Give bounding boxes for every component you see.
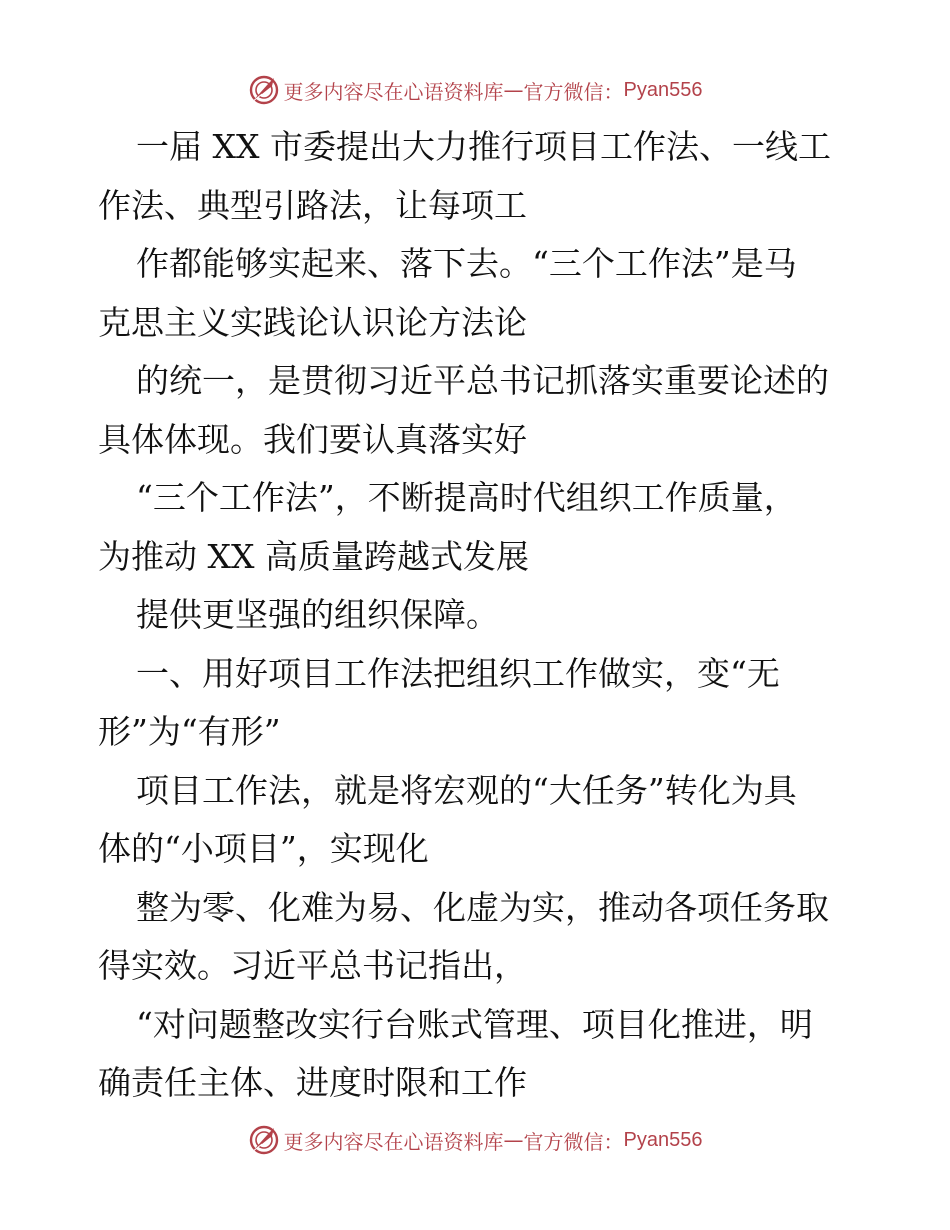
- text-line: “三个工作法”，不断提高时代组织工作质量，: [136, 478, 797, 517]
- text-line: 得实效。习近平总书记指出，: [98, 946, 527, 985]
- text-line: 确责任主体、进度时限和工作: [98, 1063, 527, 1102]
- text-line: 形”为“有形”: [98, 712, 281, 751]
- text-line: 体的“小项目”，实现化: [98, 829, 429, 868]
- text-line: 作法、典型引路法，让每项工: [98, 185, 527, 225]
- text-line: 的统一，是贯彻习近平总书记抓落实重要论述的: [136, 361, 829, 400]
- text-line: 项目工作法，就是将宏观的“大任务”转化为具: [136, 770, 797, 810]
- banner-dash: —: [503, 78, 524, 102]
- text-line: 为推动 XX 高质量跨越式发展: [98, 536, 529, 576]
- footer-banner: [0, 1120, 950, 1160]
- text-line: 一届 XX 市委提出大力推行项目工作法、一线工: [136, 127, 831, 166]
- text-line: 具体体现。我们要认真落实好: [98, 419, 527, 459]
- banner-wechat-id: Pyan556: [623, 78, 703, 101]
- quill-logo-icon: [248, 74, 280, 106]
- document-body: [98, 118, 858, 1113]
- header-banner: [0, 70, 950, 110]
- banner-title: 更多内容尽在心语资料库: [283, 1129, 504, 1154]
- banner-official-label: 官方微信：: [523, 1129, 624, 1154]
- text-line: 整为零、化难为易、化虚为实，推动各项任务取: [136, 887, 829, 927]
- text-line: “对问题整改实行台账式管理、项目化推进，明: [136, 1004, 813, 1044]
- banner-official-label: 官方微信：: [523, 79, 624, 104]
- quill-logo-icon: [248, 1124, 280, 1156]
- banner-title: 更多内容尽在心语资料库: [283, 79, 504, 104]
- text-line: 克思主义实践论认识论方法论: [98, 302, 527, 342]
- banner-wechat-id: Pyan556: [623, 1128, 703, 1151]
- banner-dash: —: [503, 1128, 524, 1152]
- text-line: 作都能够实起来、落下去。“三个工作法”是马: [136, 244, 797, 283]
- text-line: 提供更坚强的组织保障。: [136, 595, 499, 634]
- text-line: 一、用好项目工作法把组织工作做实，变“无: [136, 653, 780, 693]
